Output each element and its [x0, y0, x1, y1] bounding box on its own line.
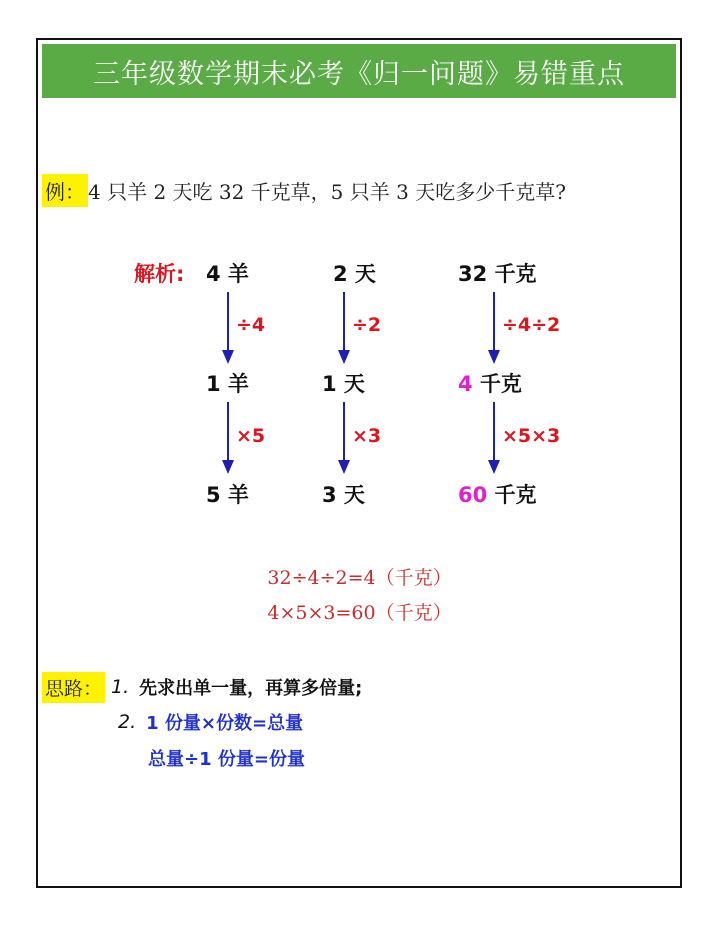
- col3-mid: [458, 368, 522, 398]
- col1-op2: ×5: [236, 425, 266, 447]
- page-frame: [36, 38, 682, 888]
- col2-op1: ÷2: [352, 314, 382, 336]
- col2-mid: 1 天: [322, 372, 365, 396]
- col3-bottom-value: 60: [458, 483, 488, 507]
- col3-mid-unit: 千克: [472, 372, 522, 396]
- idea-step2-formula-2: 总量÷1 份量=份量: [148, 749, 305, 770]
- col1-bottom: 5 羊: [206, 483, 249, 507]
- col2-arrow-down-1: [336, 292, 352, 366]
- col3-bottom-unit: 千克: [487, 483, 537, 507]
- col2-top: 2 天: [333, 262, 376, 286]
- idea-label: 思路：: [42, 672, 105, 703]
- title-banner: [42, 44, 676, 98]
- col3-arrow-down-2: [486, 402, 502, 476]
- col3-mid-value: 4: [458, 372, 473, 396]
- col1-op1: ÷4: [236, 314, 266, 336]
- idea-step1-text: 先求出单一量，再算多倍量;: [139, 678, 363, 699]
- idea-line-2: [112, 707, 303, 737]
- calculation-line-1: 32÷4÷2=4（千克）: [267, 567, 452, 589]
- col3-top: 32 千克: [458, 262, 537, 286]
- col2-arrow-down-2: [336, 402, 352, 476]
- col1-arrow-down-1: [220, 292, 236, 366]
- example-label: 例：: [42, 174, 88, 207]
- page-title: 三年级数学期末必考《归一问题》易错重点: [93, 58, 625, 90]
- col1-top: 4 羊: [206, 262, 249, 286]
- idea-step2-formula-1: 1 份量×份数=总量: [146, 713, 304, 734]
- idea-step2-number: 2.: [118, 711, 137, 733]
- calculation-line-2: 4×5×3=60（千克）: [267, 602, 452, 624]
- example-text: 4 只羊 2 天吃 32 千克草，5 只羊 3 天吃多少千克草?: [88, 179, 566, 204]
- col3-arrow-down-1: [486, 292, 502, 366]
- idea-line-1: [42, 670, 362, 704]
- example-question: [42, 172, 566, 208]
- idea-line-3: [148, 743, 305, 773]
- col3-bottom: [458, 479, 537, 509]
- col1-arrow-down-2: [220, 402, 236, 476]
- col3-op1: ÷4÷2: [502, 314, 561, 336]
- idea-step1-number: 1.: [111, 676, 130, 698]
- col1-mid: 1 羊: [206, 372, 249, 396]
- col3-op2: ×5×3: [502, 425, 561, 447]
- col2-op2: ×3: [352, 425, 382, 447]
- analysis-label: 解析:: [134, 262, 185, 286]
- col2-bottom: 3 天: [322, 483, 365, 507]
